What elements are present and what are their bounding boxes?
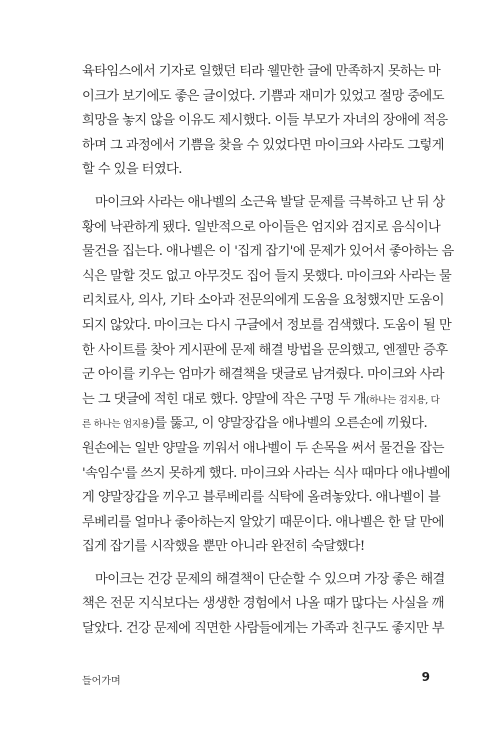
small-aside-text: 른 하나는 엄지용 xyxy=(82,419,150,431)
text-line: 달았다. 건강 문제에 직면한 사람들에게는 가족과 친구도 좋지만 부 xyxy=(82,621,444,637)
text-line: 군 아이를 키우는 엄마가 해결책을 댓글로 남겨줬다. 마이크와 사라 xyxy=(82,367,444,383)
text-line: 이크가 보기에도 좋은 글이었다. 기쁨과 재미가 있었고 절망 중에도 xyxy=(82,88,444,104)
text-line: 마이크와 사라는 애나벨의 소근육 발달 문제를 극복하고 난 뒤 상 xyxy=(95,194,445,210)
text-line: 육타임스에서 기자로 일했던 티라 웰만한 글에 만족하지 못하는 마 xyxy=(82,64,441,79)
text-line-with-aside xyxy=(82,388,440,413)
text-run: 는 그 댓글에 적힌 대로 했다. 양말에 작은 구멍 두 개 xyxy=(82,391,366,407)
small-aside-text: (하나는 검지용, 다 xyxy=(365,394,440,406)
text-line: 집게 잡기를 시작했을 뿐만 아니라 완전히 숙달했다! xyxy=(82,539,365,555)
page-number: 9 xyxy=(421,670,430,684)
text-line: '속임수'를 쓰지 못하게 했다. 마이크와 사라는 식사 때마다 애나벨에 xyxy=(82,465,451,481)
page-footer xyxy=(82,672,430,692)
paragraph xyxy=(82,191,454,560)
text-line-with-aside xyxy=(82,412,432,437)
text-line: 식은 말할 것도 없고 아무것도 집어 들지 못했다. 마이크와 사라는 물 xyxy=(82,268,452,284)
paragraph xyxy=(82,60,448,183)
text-line: 하며 그 과정에서 기쁨을 찾을 수 있었다면 마이크와 사라도 그렇게 xyxy=(82,137,444,153)
section-title: 들어가며 xyxy=(82,676,121,687)
text-line: 물건을 집는다. 애나벨은 이 '집게 잡기'에 문제가 있어서 좋아하는 음 xyxy=(82,244,454,260)
text-run: )를 뚫고, 이 양말장갑을 애나벨의 오른손에 끼웠다. xyxy=(149,416,428,432)
text-line: 되지 않았다. 마이크는 다시 구글에서 정보를 검색했다. 도움이 될 만 xyxy=(82,317,452,333)
text-line: 한 사이트를 찾아 게시판에 문제 해결 방법을 문의했고, 엔젤만 증후 xyxy=(82,342,448,358)
paragraph xyxy=(82,568,445,642)
body-text xyxy=(82,60,454,642)
text-line: 마이크는 건강 문제의 해결책이 단순할 수 있으며 가장 좋은 해결 xyxy=(95,571,445,587)
text-line: 할 수 있을 터였다. xyxy=(82,162,182,178)
text-line: 리치료사, 의사, 기타 소아과 전문의에게 도움을 요청했지만 도움이 xyxy=(82,293,444,309)
text-line: 게 양말장갑을 끼우고 블루베리를 식탁에 올려놓았다. 애나벨이 블 xyxy=(82,490,441,506)
text-line: 원손에는 일반 양말을 끼워서 애나벨이 두 손목을 써서 물건을 잡는 xyxy=(82,440,444,456)
text-line: 황에 낙관하게 됐다. 일반적으로 아이들은 엄지와 검지로 음식이나 xyxy=(82,219,441,235)
text-line: 책은 전문 지식보다는 생생한 경험에서 나올 때가 많다는 사실을 깨 xyxy=(82,596,444,612)
text-line: 루베리를 얼마나 좋아하는지 알았기 때문이다. 애나벨은 한 달 만에 xyxy=(82,514,444,530)
text-line: 희망을 놓지 않을 이유도 제시했다. 이들 부모가 자녀의 장애에 적응 xyxy=(82,113,448,129)
